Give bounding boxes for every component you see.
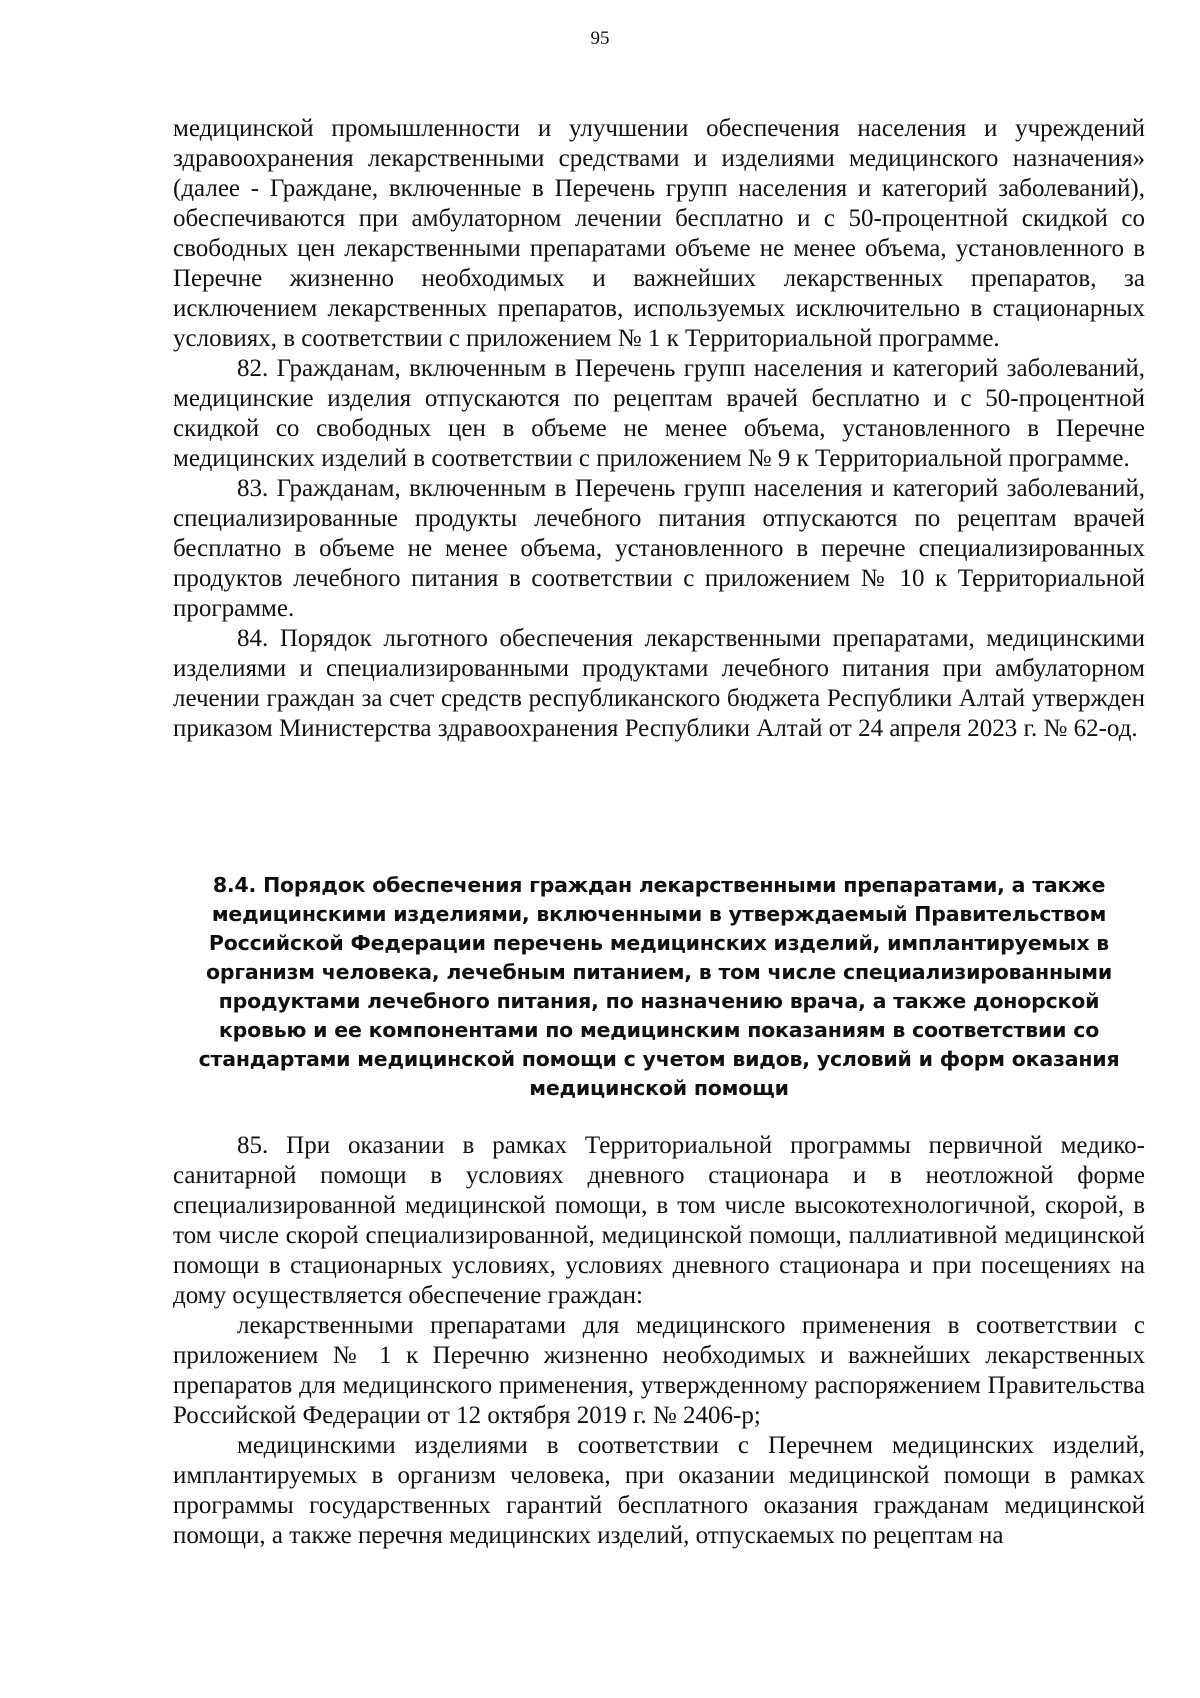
paragraph-devices-item: медицинскими изделиями в соответствии с Перечнем медицинских изделий, имплантируемых в организм человека, при оказании медицинской помощи в рамках программы государственных гарантий бесплатного оказания гражданам медицинской помощи, а также перечня медицинских изделий, отпускаемых по рецептам на [173,1432,1145,1549]
body-text-top [173,114,1145,744]
paragraph-85: 85. При оказании в рамках Территориальной программы первичной медико-санитарной помощи в условиях дневного стационара и в неотложной форме специализированной медицинской помощи, в том числе высокотехнологичной, скорой, в том числе скорой специализированной, медицинской помощи, паллиативной медицинской помощи в стационарных условиях, условиях дневного стационара и при посещениях на дому осуществляется обеспечение граждан: [173,1132,1145,1309]
paragraph-continuation: медицинской промышленности и улучшении обеспечения населения и учреждений здравоохранения лекарственными средствами и изделиями медицинского назначения» (далее - Граждане, включенные в Перечень групп населения и категорий заболеваний), обеспечиваются при амбулаторном лечении бесплатно и с 50-процентной скидкой со свободных цен лекарственными препаратами объеме не менее объема, установленного в Перечне жизненно необходимых и важнейших лекарственных препаратов, за исключением лекарственных препаратов, используемых исключительно в стационарных условиях, в соответствии с приложением № 1 к Территориальной программе. [173,115,1145,352]
paragraph-83: 83. Гражданам, включенным в Перечень групп населения и категорий заболеваний, специализированные продукты лечебного питания отпускаются по рецептам врачей бесплатно в объеме не менее объема, установленного в перечне специализированных продуктов лечебного питания в соответствии с приложением № 10 к Территориальной программе. [173,475,1145,622]
page-number: 95 [590,28,610,49]
body-text-bottom [173,1131,1145,1551]
paragraph-82: 82. Гражданам, включенным в Перечень групп населения и категорий заболеваний, медицинские изделия отпускаются по рецептам врачей бесплатно и с 50-процентной скидкой со свободных цен в объеме не менее объема, установленного в Перечне медицинских изделий в соответствии с приложением № 9 к Территориальной программе. [173,355,1145,472]
section-heading-8-4: 8.4. Порядок обеспечения граждан лекарственными препаратами, а также медицинскими изделиями, включенными в утверждаемый Правительством Российской Федерации перечень медицинских изделий, имплантируемых в организм человека, лечебным питанием, в том числе специализированными продуктами лечебного питания, по назначению врача, а также донорской кровью и ее компонентами по медицинским показаниям в соответствии со стандартами медицинской помощи с учетом видов, условий и форм оказания медицинской помощи [198,873,1120,1100]
paragraph-drugs-item: лекарственными препаратами для медицинского применения в соответствии с приложением № 1 к Перечню жизненно необходимых и важнейших лекарственных препаратов для медицинского применения, утвержденному распоряжением Правительства Российской Федерации от 12 октября 2019 г. № 2406-р; [173,1312,1145,1429]
paragraph-84: 84. Порядок льготного обеспечения лекарственными препаратами, медицинскими изделиями и специализированными продуктами лечебного питания при амбулаторном лечении граждан за счет средств республиканского бюджета Республики Алтай утвержден приказом Министерства здравоохранения Республики Алтай от 24 апреля 2023 г. № 62-од. [173,625,1145,742]
